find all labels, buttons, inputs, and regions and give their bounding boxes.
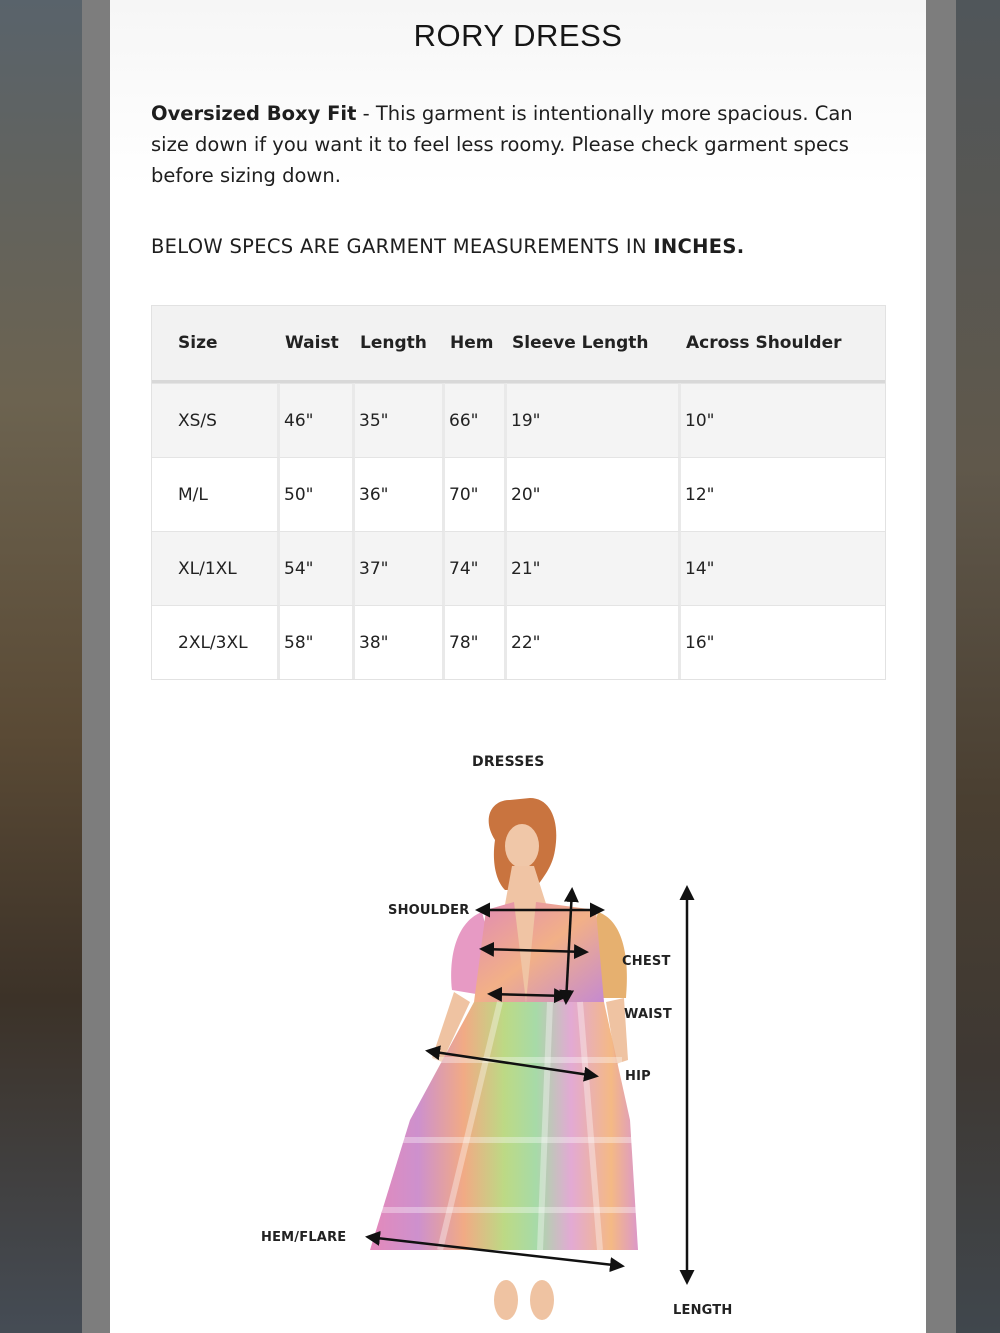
frame-left xyxy=(82,0,110,1333)
size-table xyxy=(151,305,886,680)
cell-across-shoulder: 16" xyxy=(681,605,885,679)
cell-sleeve-length: 21" xyxy=(507,531,681,605)
cell-hem: 70" xyxy=(445,457,507,531)
frame-right xyxy=(926,0,956,1333)
specs-note xyxy=(151,235,891,258)
cell-waist: 54" xyxy=(280,531,355,605)
header-size: Size xyxy=(152,306,280,383)
cell-across-shoulder: 14" xyxy=(681,531,885,605)
table-row xyxy=(152,457,885,531)
table-row xyxy=(152,605,885,679)
cell-hem: 74" xyxy=(445,531,507,605)
label-length: LENGTH xyxy=(673,1303,733,1318)
table-header-row xyxy=(152,306,885,383)
size-guide-panel xyxy=(110,0,926,1333)
cell-sleeve-length: 20" xyxy=(507,457,681,531)
table-row xyxy=(152,531,885,605)
background-left xyxy=(0,0,82,1333)
cell-size: 2XL/3XL xyxy=(152,605,280,679)
cell-length: 35" xyxy=(355,383,445,457)
diagram-heading: DRESSES xyxy=(472,754,545,770)
cell-across-shoulder: 10" xyxy=(681,383,885,457)
fit-description xyxy=(151,98,871,191)
label-shoulder: SHOULDER xyxy=(388,903,470,918)
page-title: RORY DRESS xyxy=(413,18,623,53)
cell-waist: 46" xyxy=(280,383,355,457)
header-length: Length xyxy=(355,306,445,383)
measurement-diagram xyxy=(110,740,926,1333)
right-foot xyxy=(530,1280,554,1320)
label-waist: WAIST xyxy=(624,1007,672,1022)
cell-length: 38" xyxy=(355,605,445,679)
cell-length: 37" xyxy=(355,531,445,605)
header-hem: Hem xyxy=(445,306,507,383)
header-across-shoulder: Across Shoulder xyxy=(681,306,885,383)
cell-sleeve-length: 19" xyxy=(507,383,681,457)
fit-description-bold: Oversized Boxy Fit xyxy=(151,102,357,125)
cell-length: 36" xyxy=(355,457,445,531)
cell-waist: 58" xyxy=(280,605,355,679)
cell-size: M/L xyxy=(152,457,280,531)
cell-waist: 50" xyxy=(280,457,355,531)
specs-note-text: BELOW SPECS ARE GARMENT MEASUREMENTS IN xyxy=(151,235,654,258)
cell-sleeve-length: 22" xyxy=(507,605,681,679)
face-shape xyxy=(505,824,539,868)
header-sleeve-length: Sleeve Length xyxy=(507,306,681,383)
cell-hem: 66" xyxy=(445,383,507,457)
left-foot xyxy=(494,1280,518,1320)
cell-across-shoulder: 12" xyxy=(681,457,885,531)
cell-size: XL/1XL xyxy=(152,531,280,605)
label-hip: HIP xyxy=(625,1069,651,1084)
fit-description-text: - This garment is intentionally more spacious. Can size down if you want it to feel less roomy. Please check garment specs before sizing down. xyxy=(151,102,853,187)
label-hem-flare: HEM/FLARE xyxy=(261,1230,347,1245)
cell-hem: 78" xyxy=(445,605,507,679)
table-row xyxy=(152,383,885,457)
dress-illustration xyxy=(110,740,926,1333)
header-waist: Waist xyxy=(280,306,355,383)
label-chest: CHEST xyxy=(622,954,671,969)
specs-note-unit: INCHES. xyxy=(653,235,745,258)
cell-size: XS/S xyxy=(152,383,280,457)
